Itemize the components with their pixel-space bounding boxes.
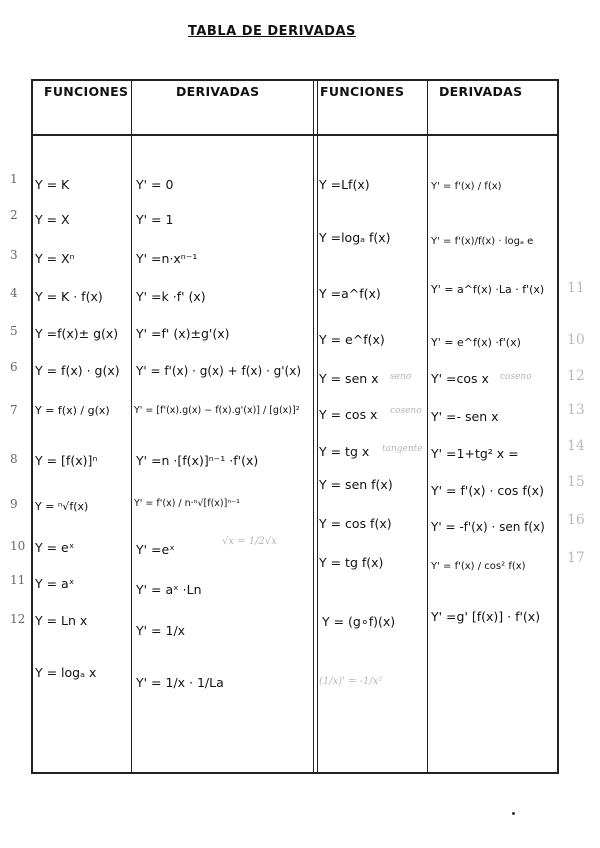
function-cell: Y = K · f(x) — [35, 289, 103, 304]
header-derivadas-1: DERIVADAS — [176, 84, 260, 99]
function-cell: Y =Lf(x) — [319, 177, 370, 192]
derivative-cell: Y' = a^f(x) ·La · f'(x) — [431, 283, 545, 296]
derivative-cell: Y' =n·xⁿ⁻¹ — [136, 251, 198, 266]
row-number: 3 — [10, 248, 18, 262]
derivative-cell: Y' =1+tg² x = — [431, 446, 519, 461]
handwritten-note: (1/x)' = -1/x² — [319, 676, 383, 687]
function-cell: Y = [f(x)]ⁿ — [35, 453, 98, 468]
right-note: 17 — [567, 550, 585, 566]
row-number: 6 — [10, 360, 18, 374]
derivative-cell: Y' =k ·f' (x) — [136, 289, 206, 304]
row-number: 10 — [10, 539, 26, 553]
function-cell: Y = Xⁿ — [35, 251, 75, 266]
function-cell: Y = logₐ x — [35, 665, 97, 680]
right-note: 14 — [567, 438, 585, 454]
derivative-cell: Y' = f'(x) / cos² f(x) — [431, 561, 526, 572]
derivative-cell: Y' = f'(x) · g(x) + f(x) · g'(x) — [136, 364, 302, 378]
handwritten-note: tangente — [382, 444, 423, 454]
page-title: TABLA DE DERIVADAS — [188, 24, 356, 39]
function-cell: Y = eˣ — [35, 540, 75, 555]
function-cell: Y = K — [35, 177, 70, 192]
function-cell: Y = ⁿ√f(x) — [35, 500, 89, 513]
row-number: 8 — [10, 452, 18, 466]
derivative-cell: Y' = 1 — [136, 212, 174, 227]
function-cell: Y = f(x) · g(x) — [35, 363, 120, 378]
derivative-cell: Y' = [f'(x).g(x) − f(x).g'(x)] / [g(x)]² — [134, 405, 300, 416]
derivative-cell: Y' = f'(x) / n·ⁿ√[f(x)]ⁿ⁻¹ — [134, 498, 240, 509]
derivative-cell: Y' = -f'(x) · sen f(x) — [431, 520, 545, 534]
right-note: 13 — [567, 402, 585, 418]
function-cell: Y =logₐ f(x) — [319, 230, 391, 245]
right-note: 15 — [567, 474, 585, 490]
function-cell: Y = sen x — [319, 371, 379, 386]
right-note: 11 — [567, 280, 585, 296]
col-divider-2b — [317, 79, 318, 774]
derivative-cell: Y' =- sen x — [431, 409, 499, 424]
derivative-cell: Y' = aˣ ·Ln — [136, 582, 202, 597]
row-number: 7 — [10, 403, 18, 417]
derivative-cell: Y' =eˣ — [136, 542, 175, 557]
right-note: 10 — [567, 332, 585, 348]
handwritten-note: coseno — [500, 372, 532, 382]
row-number: 1 — [10, 172, 18, 186]
row-number: 4 — [10, 286, 18, 300]
function-cell: Y =f(x)± g(x) — [35, 326, 119, 341]
function-cell: Y = tg x — [319, 444, 370, 459]
handwritten-note: coseno — [390, 406, 422, 416]
function-cell: Y =a^f(x) — [319, 286, 381, 301]
derivative-cell: Y' =f' (x)±g'(x) — [136, 326, 230, 341]
derivative-cell: Y' = f'(x) · cos f(x) — [431, 483, 544, 498]
derivative-cell: Y' = f'(x)/f(x) · logₐ e — [431, 236, 534, 247]
function-cell: Y = f(x) / g(x) — [35, 404, 110, 417]
row-number: 11 — [10, 573, 26, 587]
derivative-cell: Y' = e^f(x) ·f'(x) — [431, 336, 521, 349]
row-number: 9 — [10, 497, 18, 511]
right-note: 12 — [567, 368, 585, 384]
derivative-cell: Y' = 0 — [136, 177, 174, 192]
row-number: 12 — [10, 612, 26, 626]
derivative-cell: Y' =n ·[f(x)]ⁿ⁻¹ ·f'(x) — [136, 453, 259, 468]
function-cell: Y = cos x — [319, 407, 378, 422]
col-divider-3 — [427, 79, 428, 774]
function-cell: Y = X — [35, 212, 70, 227]
header-funciones-2: FUNCIONES — [320, 84, 405, 99]
header-derivadas-2: DERIVADAS — [439, 84, 523, 99]
function-cell: Y = sen f(x) — [319, 477, 393, 492]
col-divider-1 — [131, 79, 132, 774]
function-cell: Y = (g∘f)(x) — [322, 614, 396, 629]
row-number: 5 — [10, 324, 18, 338]
handwritten-note: √x = 1/2√x — [222, 536, 277, 547]
derivative-cell: Y' =g' [f(x)] · f'(x) — [431, 609, 541, 624]
right-note: 16 — [567, 512, 585, 528]
header-separator — [31, 134, 559, 136]
derivative-cell: Y' = 1/x — [136, 623, 186, 638]
handwritten-note: seno — [390, 372, 412, 382]
function-cell: Y = e^f(x) — [319, 332, 385, 347]
function-cell: Y = aˣ — [35, 576, 75, 591]
header-funciones-1: FUNCIONES — [44, 84, 129, 99]
col-divider-2a — [313, 79, 314, 774]
speck — [512, 812, 515, 815]
function-cell: Y = Ln x — [35, 613, 88, 628]
derivative-cell: Y' =cos x — [431, 371, 489, 386]
function-cell: Y = tg f(x) — [319, 555, 384, 570]
row-number: 2 — [10, 208, 18, 222]
derivative-cell: Y' = 1/x · 1/La — [136, 675, 224, 690]
function-cell: Y = cos f(x) — [319, 516, 392, 531]
derivative-cell: Y' = f'(x) / f(x) — [431, 181, 502, 192]
